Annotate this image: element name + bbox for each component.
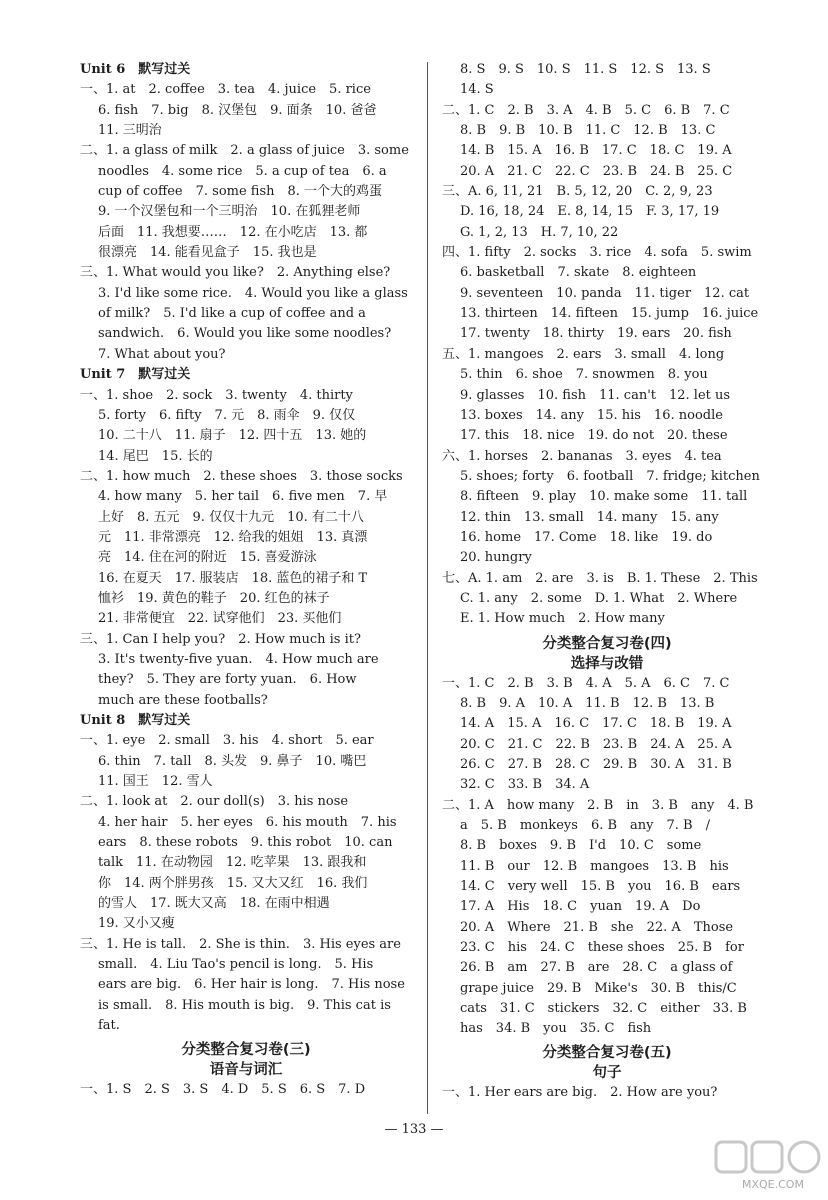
answer-line: ears 8. these robots 9. this robot 10. can [98,835,393,851]
answer-line: 14. C very well 15. B you 16. B ears [460,879,741,895]
unit-heading: Unit 7 默写过关 [80,367,191,383]
answer-line: 五、1. mangoes 2. ears 3. small 4. long [442,346,725,362]
unit-heading: Unit 8 默写过关 [80,713,191,728]
answer-line: 三、1. What would you like? 2. Anything else? [80,265,391,281]
column-divider [427,62,428,1114]
answer-line: much are these footballs? [98,692,268,708]
answer-line: 32. C 33. B 34. A [460,777,590,793]
answer-line: 3. It's twenty-five yuan. 4. How much are [98,651,379,667]
answer-line: 一、1. shoe 2. sock 3. twenty 4. thirty [80,387,353,403]
answer-line: 的雪人 17. 既大又高 18. 在雨中相遇 [98,896,330,912]
right-answer-lines [442,60,772,630]
answer-line: 17. A His 18. C yuan 19. A Do [460,899,701,915]
page-number: — 133 — [384,1122,444,1137]
answer-line: 20. C 21. C 22. B 23. B 24. A 25. A [460,736,732,752]
answer-line: is small. 8. His mouth is big. 9. This cat is [98,997,391,1013]
answer-line: 17. twenty 18. thirty 19. ears 20. fish [460,326,732,342]
left-column [80,60,412,1130]
answer-line: 8. S 9. S 10. S 11. S 12. S 13. S [460,62,711,77]
answer-line: 8. B 9. A 10. A 11. B 12. B 13. B [460,695,715,711]
answer-line: 你 14. 两个胖男孩 15. 又大又红 16. 我们 [98,875,368,891]
answer-line: sandwich. 6. Would you like some noodles? [98,326,392,342]
answer-line: 六、1. horses 2. bananas 3. eyes 4. tea [442,448,722,464]
answer-line: 14. B 15. A 16. B 17. C 18. C 19. A [460,143,732,159]
answer-line: 7. What about you? [98,346,226,362]
answer-line: 19. 又小又瘦 [98,916,175,932]
answer-line: 二、1. how much 2. these shoes 3. those socks [80,468,403,484]
answer-line: E. 1. How much 2. How many [460,611,665,627]
answer-line: 6. fish 7. big 8. 汉堡包 9. 面条 10. 爸爸 [98,102,377,118]
answer-line: talk 11. 在动物园 12. 吃苹果 13. 跟我和 [98,855,367,871]
answer-line: 后面 11. 我想要…… 12. 在小吃店 13. 都 [98,224,368,240]
answer-line: 二、1. a glass of milk 2. a glass of juice 3. some [80,143,409,159]
answer-line: 二、1. C 2. B 3. A 4. B 5. C 6. B 7. C [442,102,730,118]
answer-line: 5. thin 6. shoe 7. snowmen 8. you [460,367,708,383]
answer-line: 8. fifteen 9. play 10. make some 11. tall [460,489,748,505]
answer-line: 11. B our 12. B mangoes 13. B his [460,858,729,874]
answer-line: ears are big. 6. Her hair is long. 7. His nose [98,977,405,993]
answer-line: 三、1. He is tall. 2. She is thin. 3. His eyes are [80,936,401,952]
answer-line: of milk? 5. I'd like a cup of coffee and a [98,306,366,322]
answer-line: 3. I'd like some rice. 4. Would you like a glass [98,285,408,301]
answer-line: 一、1. at 2. coffee 3. tea 4. juice 5. rice [80,82,371,98]
answer-line: small. 4. Liu Tao's pencil is long. 5. His [98,957,374,973]
answer-line: C. 1. any 2. some D. 1. What 2. Where [460,590,738,606]
answer-line: 20. A 21. C 22. C 23. B 24. B 25. C [460,163,733,179]
answer-line: noodles 4. some rice 5. a cup of tea 6. a [98,163,387,179]
answer-line: a 5. B monkeys 6. B any 7. B / [460,818,710,834]
answer-line: has 34. B you 35. C fish [460,1021,652,1037]
answer-line: 10. 二十八 11. 扇子 12. 四十五 13. 她的 [98,428,367,444]
answer-line: G. 1, 2, 13 H. 7, 10, 22 [460,224,619,240]
answer-line: 11. 三明治 [98,123,162,139]
answer-line: 6. thin 7. tall 8. 头发 9. 鼻子 10. 嘴巴 [98,753,367,769]
answer-line: 5. forty 6. fifty 7. 元 8. 雨伞 9. 仅仅 [98,407,356,423]
answer-line: 26. C 27. B 28. C 29. B 30. A 31. B [460,757,732,772]
answer-line: 14. S [460,82,494,98]
answer-line: 14. A 15. A 16. C 17. C 18. B 19. A [460,716,732,732]
review-paper-3-subtitle: 语音与词汇 [209,1061,283,1078]
answer-line: 6. basketball 7. skate 8. eighteen [460,265,697,281]
answer-line: 20. A Where 21. B she 22. A Those [460,919,734,935]
answer-line: they? 5. They are forty yuan. 6. How [98,672,357,688]
answer-line: 9. seventeen 10. panda 11. tiger 12. cat [460,285,750,301]
answer-line: 17. this 18. nice 19. do not 20. these [460,428,728,444]
answer-line: 七、A. 1. am 2. are 3. is B. 1. These 2. This [442,570,758,586]
answer-line: 元 11. 非常漂亮 12. 给我的姐姐 13. 真漂 [98,529,368,545]
answer-line: 12. thin 13. small 14. many 15. any [460,509,719,525]
answer-line: 上好 8. 五元 9. 仅仅十九元 10. 有二十八 [98,509,364,525]
answer-line: 四、1. fifty 2. socks 3. rice 4. sofa 5. swim [442,245,752,261]
review-paper-4-subtitle: 选择与改错 [570,655,644,672]
answer-line: 9. 一个汉堡包和一个三明治 10. 在狐狸老师 [98,204,361,220]
answer-line: 5. shoes; forty 6. football 7. fridge; kitchen [460,468,760,484]
review-paper-3-title: 分类整合复习卷(三) [181,1041,311,1058]
answer-line: fat. [98,1018,120,1034]
answer-line: grape juice 29. B Mike's 30. B this/C [460,980,737,996]
answer-line: 三、A. 6, 11, 21 B. 5, 12, 20 C. 2, 9, 23 [442,184,713,200]
answer-line: D. 16, 18, 24 E. 8, 14, 15 F. 3, 17, 19 [460,204,720,220]
answer-line: 4. her hair 5. her eyes 6. his mouth 7. his [98,814,397,830]
answer-line: 16. home 17. Come 18. like 19. do [460,529,713,545]
answer-line: 恤衫 19. 黄色的鞋子 20. 红色的袜子 [98,590,330,606]
left-answer-lines [80,60,412,1037]
answer-line: 11. 国王 12. 雪人 [98,774,213,790]
answer-line: 14. 尾巴 15. 长的 [98,448,213,464]
answer-line: 二、1. look at 2. our doll(s) 3. his nose [80,794,349,810]
answer-line: 4. how many 5. her tail 6. five men 7. 早 [98,489,388,505]
review-paper-5-first-line: 一、1. Her ears are big. 2. How are you? [442,1084,718,1100]
review-paper-4-answer-lines [442,674,772,1040]
answer-line: 8. B 9. B 10. B 11. C 12. B 13. C [460,123,716,139]
answer-line: 9. glasses 10. fish 11. can't 12. let us [460,387,731,403]
answer-line: cats 31. C stickers 32. C either 33. B [460,1001,747,1017]
review-paper-5-title: 分类整合复习卷(五) [542,1044,672,1061]
answer-line: 很漂亮 14. 能看见盒子 15. 我也是 [98,245,317,261]
answer-line: 13. boxes 14. any 15. his 16. noodle [460,407,723,423]
review-paper-5-subtitle: 句子 [592,1064,622,1081]
right-column [442,60,772,1130]
answer-line: cup of coffee 7. some fish 8. 一个大的鸡蛋 [98,184,383,200]
answer-line: 13. thirteen 14. fifteen 15. jump 16. juice [460,306,759,322]
answer-line: 二、1. A how many 2. B in 3. B any 4. B [442,797,754,813]
answer-line: 16. 在夏天 17. 服装店 18. 蓝色的裙子和 T [98,570,368,586]
unit-heading: Unit 6 默写过关 [80,62,191,77]
answer-line: 20. hungry [460,550,532,566]
review-paper-4-title: 分类整合复习卷(四) [542,635,672,652]
answer-line: 一、1. C 2. B 3. B 4. A 5. A 6. C 7. C [442,675,730,691]
watermark-text: MXQE.COM [742,1178,804,1191]
answer-line: 26. B am 27. B are 28. C a glass of [460,960,733,976]
answer-line: 一、1. eye 2. small 3. his 4. short 5. ear [80,733,374,749]
answer-line: 21. 非常便宜 22. 试穿他们 23. 买他们 [98,611,342,627]
answer-line: 8. B boxes 9. B I'd 10. C some [460,838,702,854]
answer-line: 三、1. Can I help you? 2. How much is it? [80,631,361,647]
answer-line: 23. C his 24. C these shoes 25. B for [460,940,744,956]
answer-line: 亮 14. 住在河的附近 15. 喜爱游泳 [98,550,317,566]
review-paper-3-first-line: 一、1. S 2. S 3. S 4. D 5. S 6. S 7. D [80,1081,366,1097]
